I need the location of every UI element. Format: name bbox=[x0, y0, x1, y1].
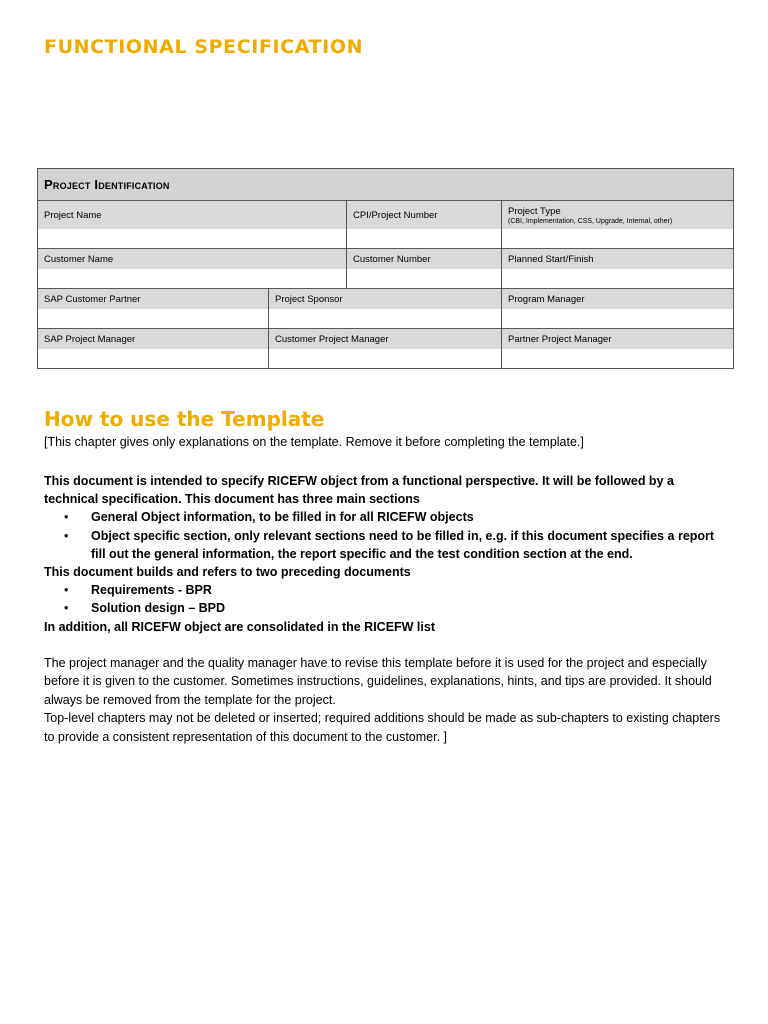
project-name-field[interactable] bbox=[38, 229, 347, 249]
list-item: • Solution design – BPD bbox=[44, 599, 724, 617]
cpi-project-number-label: CPI/Project Number bbox=[347, 201, 502, 230]
list-item: • General Object information, to be filled in for all RICEFW objects bbox=[44, 508, 724, 526]
project-type-label: Project Type (CBI, Implementation, CSS, Upgrade, Internal, other) bbox=[502, 201, 734, 230]
bullet-icon: • bbox=[64, 528, 69, 543]
sap-project-manager-field[interactable] bbox=[38, 349, 269, 369]
partner-project-manager-label: Partner Project Manager bbox=[502, 329, 734, 350]
planned-start-finish-field[interactable] bbox=[502, 269, 734, 289]
project-identification-table bbox=[37, 168, 734, 369]
intro-paragraph: This document is intended to specify RICEFW object from a functional perspective. It will be followed by a technical specification. This document has three main sections bbox=[44, 474, 674, 507]
table-input-row bbox=[38, 229, 734, 249]
project-sponsor-field[interactable] bbox=[269, 309, 502, 329]
documents-list bbox=[44, 581, 724, 617]
bullet-icon: • bbox=[64, 601, 69, 616]
sap-customer-partner-label: SAP Customer Partner bbox=[38, 289, 269, 310]
sap-customer-partner-field[interactable] bbox=[38, 309, 269, 329]
table-label-row bbox=[38, 201, 734, 230]
section-heading: How to use the Template bbox=[44, 407, 325, 431]
template-overview bbox=[44, 472, 724, 636]
instruction-paragraph: Top-level chapters may not be deleted or inserted; required additions should be made as sub-chapters to existing chapters to provide a consistent representation of this document to the customer. ] bbox=[44, 711, 721, 744]
table-label-row bbox=[38, 249, 734, 270]
template-instructions bbox=[44, 654, 724, 746]
customer-name-field[interactable] bbox=[38, 269, 347, 289]
document-title: FUNCTIONAL SPECIFICATION bbox=[44, 36, 364, 58]
table-label-row bbox=[38, 289, 734, 310]
template-note: [This chapter gives only explanations on the template. Remove it before completing the template.] bbox=[44, 435, 584, 449]
cpi-project-number-field[interactable] bbox=[347, 229, 502, 249]
addition-line: In addition, all RICEFW object are consolidated in the RICEFW list bbox=[44, 619, 435, 634]
table-label-row bbox=[38, 329, 734, 350]
planned-start-finish-label: Planned Start/Finish bbox=[502, 249, 734, 270]
project-name-label: Project Name bbox=[38, 201, 347, 230]
project-type-field[interactable] bbox=[502, 229, 734, 249]
table-header-row bbox=[38, 169, 734, 201]
bullet-icon: • bbox=[64, 583, 69, 598]
table-input-row bbox=[38, 309, 734, 329]
sap-project-manager-label: SAP Project Manager bbox=[38, 329, 269, 350]
program-manager-field[interactable] bbox=[502, 309, 734, 329]
builds-line: This document builds and refers to two preceding documents bbox=[44, 565, 411, 580]
project-sponsor-label: Project Sponsor bbox=[269, 289, 502, 310]
customer-name-label: Customer Name bbox=[38, 249, 347, 270]
table-input-row bbox=[38, 269, 734, 289]
bullet-icon: • bbox=[64, 510, 69, 525]
sections-list bbox=[44, 508, 724, 563]
customer-project-manager-label: Customer Project Manager bbox=[269, 329, 502, 350]
instruction-paragraph: The project manager and the quality manager have to revise this template before it is used for the project and especially before it is given to the customer. Sometimes instructions, guidelines, explanations, hints, and tips are provided. It should always be removed from the template for the project. bbox=[44, 656, 712, 707]
customer-number-field[interactable] bbox=[347, 269, 502, 289]
customer-project-manager-field[interactable] bbox=[269, 349, 502, 369]
list-item: • Requirements - BPR bbox=[44, 581, 724, 599]
list-item: • Object specific section, only relevant sections need to be filled in, e.g. if this document specifies a report fill out the general information, the report specific and the test condition section at the end. bbox=[64, 528, 715, 561]
partner-project-manager-field[interactable] bbox=[502, 349, 734, 369]
table-input-row bbox=[38, 349, 734, 369]
project-type-options: (CBI, Implementation, CSS, Upgrade, Internal, other) bbox=[508, 217, 673, 225]
table-heading: Project Identification bbox=[38, 169, 734, 201]
customer-number-label: Customer Number bbox=[347, 249, 502, 270]
program-manager-label: Program Manager bbox=[502, 289, 734, 310]
